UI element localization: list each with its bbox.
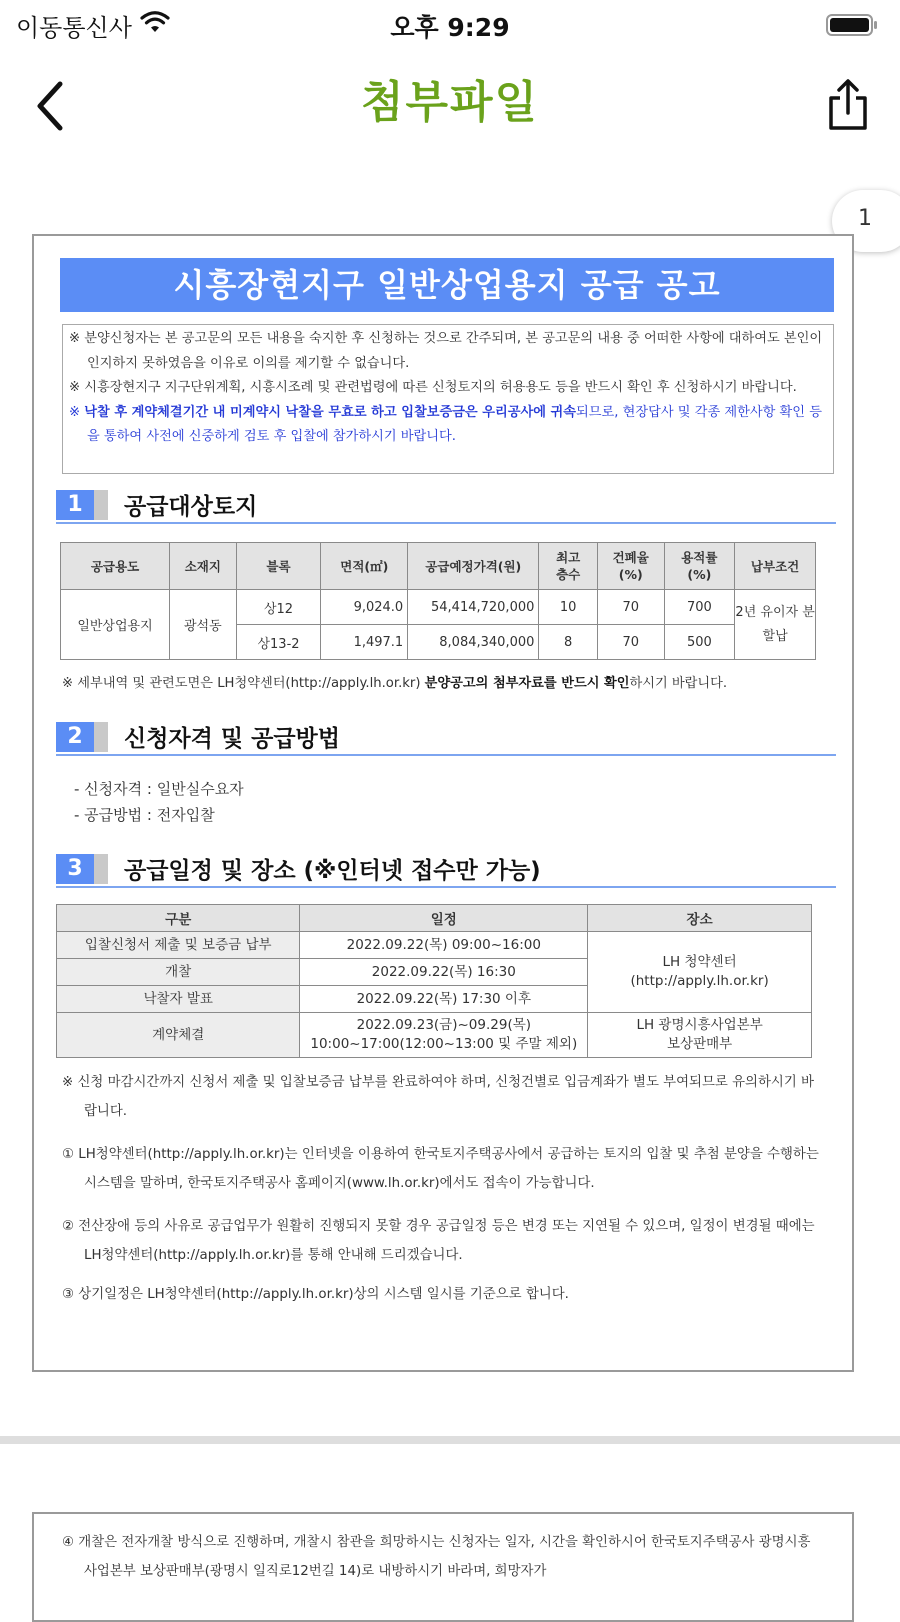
section-number-tail — [94, 722, 108, 752]
date-cell: 2022.09.22(목) 16:30 — [300, 959, 588, 986]
item-cell: 계약체결 — [57, 1013, 300, 1058]
item-cell: 개찰 — [57, 959, 300, 986]
schedule-note: ※ 신청 마감시간까지 신청서 제출 및 입찰보증금 납부를 완료하여야 하며, 신청건별로 입금계좌가 별도 부여되므로 유의하시기 바랍니다. — [62, 1075, 814, 1119]
schedule-table — [56, 904, 812, 1058]
supply-note: ※ 세부내역 및 관련도면은 LH청약센터(http://apply.lh.or.kr) 분양공고의 첨부자료를 반드시 확인하시기 바랍니다. — [62, 676, 728, 691]
item-cell: 입찰신청서 제출 및 보증금 납부 — [57, 932, 300, 959]
section-heading-3 — [56, 852, 836, 888]
document-page — [32, 234, 854, 1372]
section-title: 신청자격 및 공급방법 — [124, 726, 340, 752]
header-cell: 건폐율 (%) — [597, 543, 664, 590]
table-header-row — [61, 543, 816, 590]
notice-item-highlight: ※ 낙찰 후 계약체결기간 내 미계약시 낙찰을 무효로 하고 입찰보증금은 우리공사에 귀속되므로, 현장답사 및 각종 제한사항 확인 등을 통하여 사전에 신중하게 검토 후 입찰에 참가하시기 바랍니다. — [69, 404, 822, 444]
navigation-bar — [0, 56, 900, 152]
carrier-label: 이동통신사 — [16, 14, 132, 42]
qualification-item: - 신청자격 : 일반실수요자 — [74, 780, 244, 798]
header-cell: 소재지 — [170, 543, 237, 590]
status-time: 오후 9:29 — [390, 13, 510, 42]
document-page-2 — [32, 1512, 854, 1622]
coverage-cell: 70 — [597, 625, 664, 660]
header-cell: 일정 — [300, 905, 588, 932]
header-cell: 블록 — [236, 543, 321, 590]
table-row — [57, 932, 812, 959]
date-cell: 2022.09.22(목) 09:00~16:00 — [300, 932, 588, 959]
place-cell: LH 청약센터 (http://apply.lh.or.kr) — [588, 932, 812, 1013]
document-banner: 시흥장현지구 일반상업용지 공급 공고 — [60, 258, 834, 312]
table-row — [61, 590, 816, 625]
block-cell: 상12 — [236, 590, 321, 625]
page-separator — [0, 1436, 900, 1444]
header-cell: 면적(㎡) — [321, 543, 408, 590]
section-number-tail — [94, 490, 108, 520]
price-cell: 54,414,720,000 — [408, 590, 539, 625]
method-item: - 공급방법 : 전자입찰 — [74, 806, 215, 824]
section-heading-1 — [56, 488, 836, 524]
section-number: 3 — [56, 854, 94, 884]
area-cell: 9,024.0 — [321, 590, 408, 625]
header-cell: 최고 층수 — [539, 543, 598, 590]
location-cell: 광석동 — [170, 590, 237, 660]
battery-icon — [826, 14, 878, 36]
share-button[interactable] — [824, 78, 872, 134]
floors-cell: 8 — [539, 625, 598, 660]
far-cell: 700 — [664, 590, 735, 625]
page-title: 첨부파일 — [360, 77, 539, 128]
supply-note-bold: 분양공고의 첨부자료를 반드시 확인 — [424, 676, 630, 691]
date-cell: 2022.09.23(금)~09.29(목) 10:00~17:00(12:00~13:00 및 주말 제외) — [300, 1013, 588, 1058]
status-bar — [0, 0, 900, 48]
header-cell: 공급용도 — [61, 543, 170, 590]
section-heading-2 — [56, 720, 836, 756]
place-cell: LH 광명시흥사업본부 보상판매부 — [588, 1013, 812, 1058]
coverage-cell: 70 — [597, 590, 664, 625]
notice-item: ※ 시흥장현지구 지구단위계획, 시흥시조례 및 관련법령에 따른 신청토지의 허용용도 등을 반드시 확인 후 신청하시기 바랍니다. — [69, 380, 797, 395]
price-cell: 8,084,340,000 — [408, 625, 539, 660]
floors-cell: 10 — [539, 590, 598, 625]
section-number-tail — [94, 854, 108, 884]
schedule-note: ① LH청약센터(http://apply.lh.or.kr)는 인터넷을 이용하여 한국토지주택공사에서 공급하는 토지의 입찰 및 추첨 분양을 수행하는 시스템을 말하며, 한국토지주택공사 홈페이지(www.lh.or.kr)에서도 접속이 가능합니다. — [62, 1147, 819, 1191]
section-title: 공급대상토지 — [124, 494, 258, 520]
notice-box — [62, 324, 834, 474]
table-row — [57, 1013, 812, 1058]
item-cell: 낙찰자 발표 — [57, 986, 300, 1013]
header-cell: 납부조건 — [735, 543, 816, 590]
section-number: 1 — [56, 490, 94, 520]
header-cell: 구분 — [57, 905, 300, 932]
payment-cell: 2년 유이자 분할납 — [735, 590, 816, 660]
block-cell: 상13-2 — [236, 625, 321, 660]
use-cell: 일반상업용지 — [61, 590, 170, 660]
schedule-note: ② 전산장애 등의 사유로 공급업무가 원활히 진행되지 못할 경우 공급일정 등은 변경 또는 지연될 수 있으며, 일정이 변경될 때에는 LH청약센터(http://apply.lh.or.kr)를 통해 안내해 드리겠습니다. — [62, 1219, 815, 1263]
header-cell: 용적률 (%) — [664, 543, 735, 590]
schedule-note: ④ 개찰은 전자개찰 방식으로 진행하며, 개찰시 참관을 희망하시는 신청자는 일자, 시간을 확인하시어 한국토지주택공사 광명시흥사업본부 보상판매부(광명시 일직로12번길 14)로 내방하시기 바라며, 희망자가 — [62, 1535, 811, 1579]
supply-table — [60, 542, 816, 660]
date-cell: 2022.09.22(목) 17:30 이후 — [300, 986, 588, 1013]
far-cell: 500 — [664, 625, 735, 660]
notice-bold-text: 낙찰 후 계약체결기간 내 미계약시 낙찰을 무효로 하고 입찰보증금은 우리공사에 귀속 — [84, 404, 577, 420]
schedule-note: ③ 상기일정은 LH청약센터(http://apply.lh.or.kr)상의 시스템 일시를 기준으로 합니다. — [62, 1287, 569, 1302]
section-title: 공급일정 및 장소 (※인터넷 접수만 가능) — [124, 858, 541, 884]
table-header-row — [57, 905, 812, 932]
notice-item: ※ 분양신청자는 본 공고문의 모든 내용을 숙지한 후 신청하는 것으로 간주되며, 본 공고문의 내용 중 어떠한 사항에 대하여도 본인이 인지하지 못하였음을 이유로 이의를 제기할 수 없습니다. — [69, 331, 823, 371]
page-number: 1 — [858, 206, 872, 231]
header-cell: 공급예정가격(원) — [408, 543, 539, 590]
header-cell: 장소 — [588, 905, 812, 932]
section-number: 2 — [56, 722, 94, 752]
area-cell: 1,497.1 — [321, 625, 408, 660]
